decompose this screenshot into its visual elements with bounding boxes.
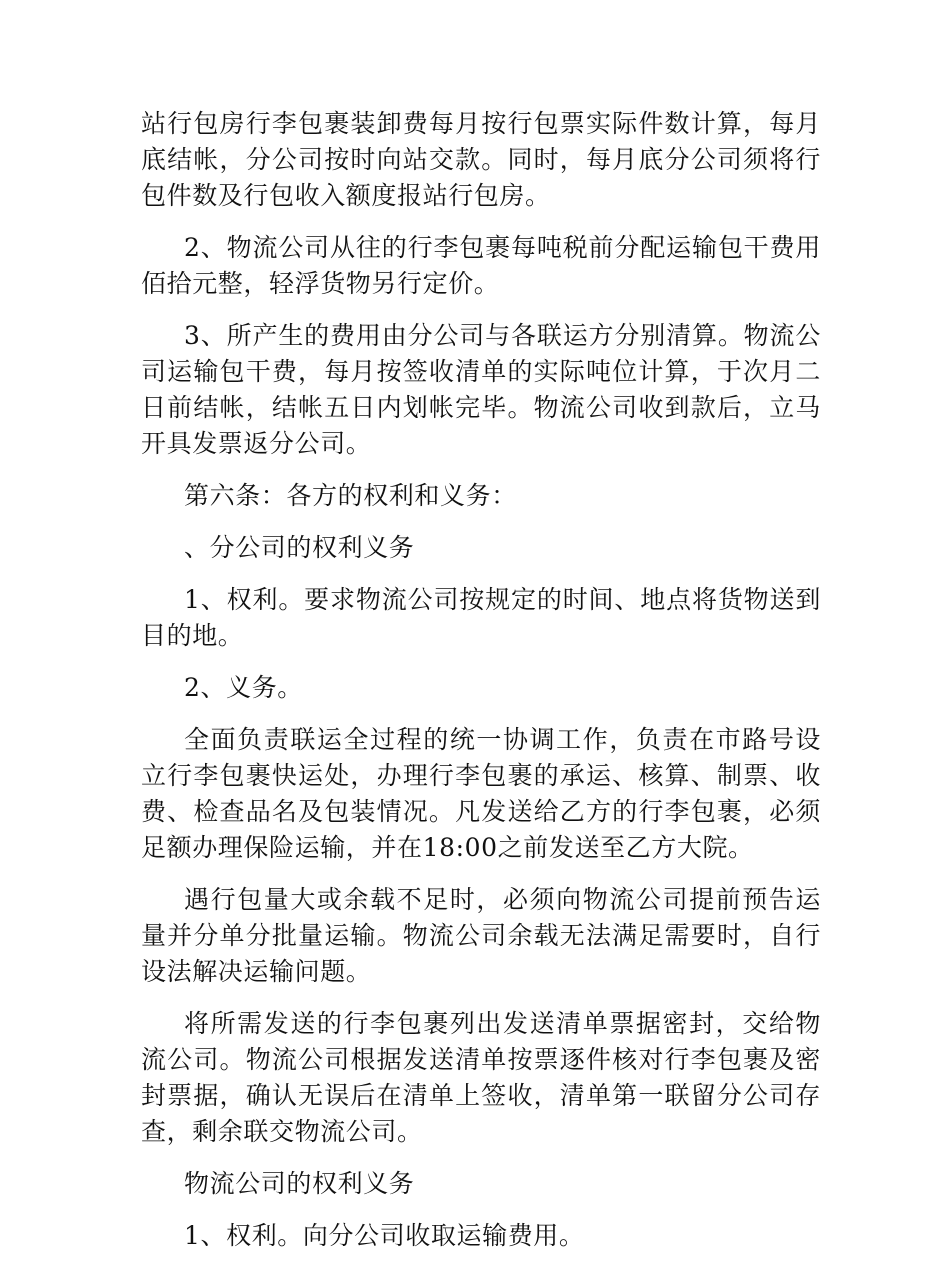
paragraph-logistics-right: 1、权利。向分公司收取运输费用。 xyxy=(184,1221,585,1250)
paragraph-branch-duty-label: 2、义务。 xyxy=(184,673,303,702)
paragraph-shipping-list: 将所需发送的行李包裹列出发送清单票据密封，交给物流公司。物流公司根据发送清单按票逐件核对行李包裹及密封票据，确认无误后在清单上签收，清单第一联留分公司存查，剩余联交物流公司。 xyxy=(141,1009,821,1146)
paragraph-branch-right: 1、权利。要求物流公司按规定的时间、地点将货物送到目的地。 xyxy=(141,585,821,650)
paragraph-continuation: 站行包房行李包裹装卸费每月按行包票实际件数计算，每月底结帐，分公司按时向站交款。同时，每月底分公司须将行包件数及行包收入额度报站行包房。 xyxy=(141,109,821,210)
subheading-branch-rights: 、分公司的权利义务 xyxy=(184,533,415,562)
paragraph-volume-notice: 遇行包量大或余载不足时，必须向物流公司提前预告运量并分单分批量运输。物流公司余载无法满足需要时，自行设法解决运输问题。 xyxy=(141,885,821,986)
section-heading-article-6: 第六条：各方的权利和义务： xyxy=(184,481,517,510)
paragraph-coordination: 全面负责联运全过程的统一协调工作，负责在市路号设立行李包裹快运处，办理行李包裹的承运、核算、制票、收费、检查品名及包装情况。凡发送给乙方的行李包裹，必须足额办理保险运输，并在18:00之前发送至乙方大院。 xyxy=(141,725,821,862)
paragraph-clause-2-fee: 2、物流公司从往的行李包裹每吨税前分配运输包干费用佰拾元整，轻浮货物另行定价。 xyxy=(141,233,821,298)
document-body xyxy=(141,106,821,1270)
subheading-logistics-rights: 物流公司的权利义务 xyxy=(184,1169,415,1198)
paragraph-clause-3-settlement: 3、所产生的费用由分公司与各联运方分别清算。物流公司运输包干费，每月按签收清单的实际吨位计算，于次月二日前结帐，结帐五日内划帐完毕。物流公司收到款后，立马开具发票返分公司。 xyxy=(141,321,821,458)
